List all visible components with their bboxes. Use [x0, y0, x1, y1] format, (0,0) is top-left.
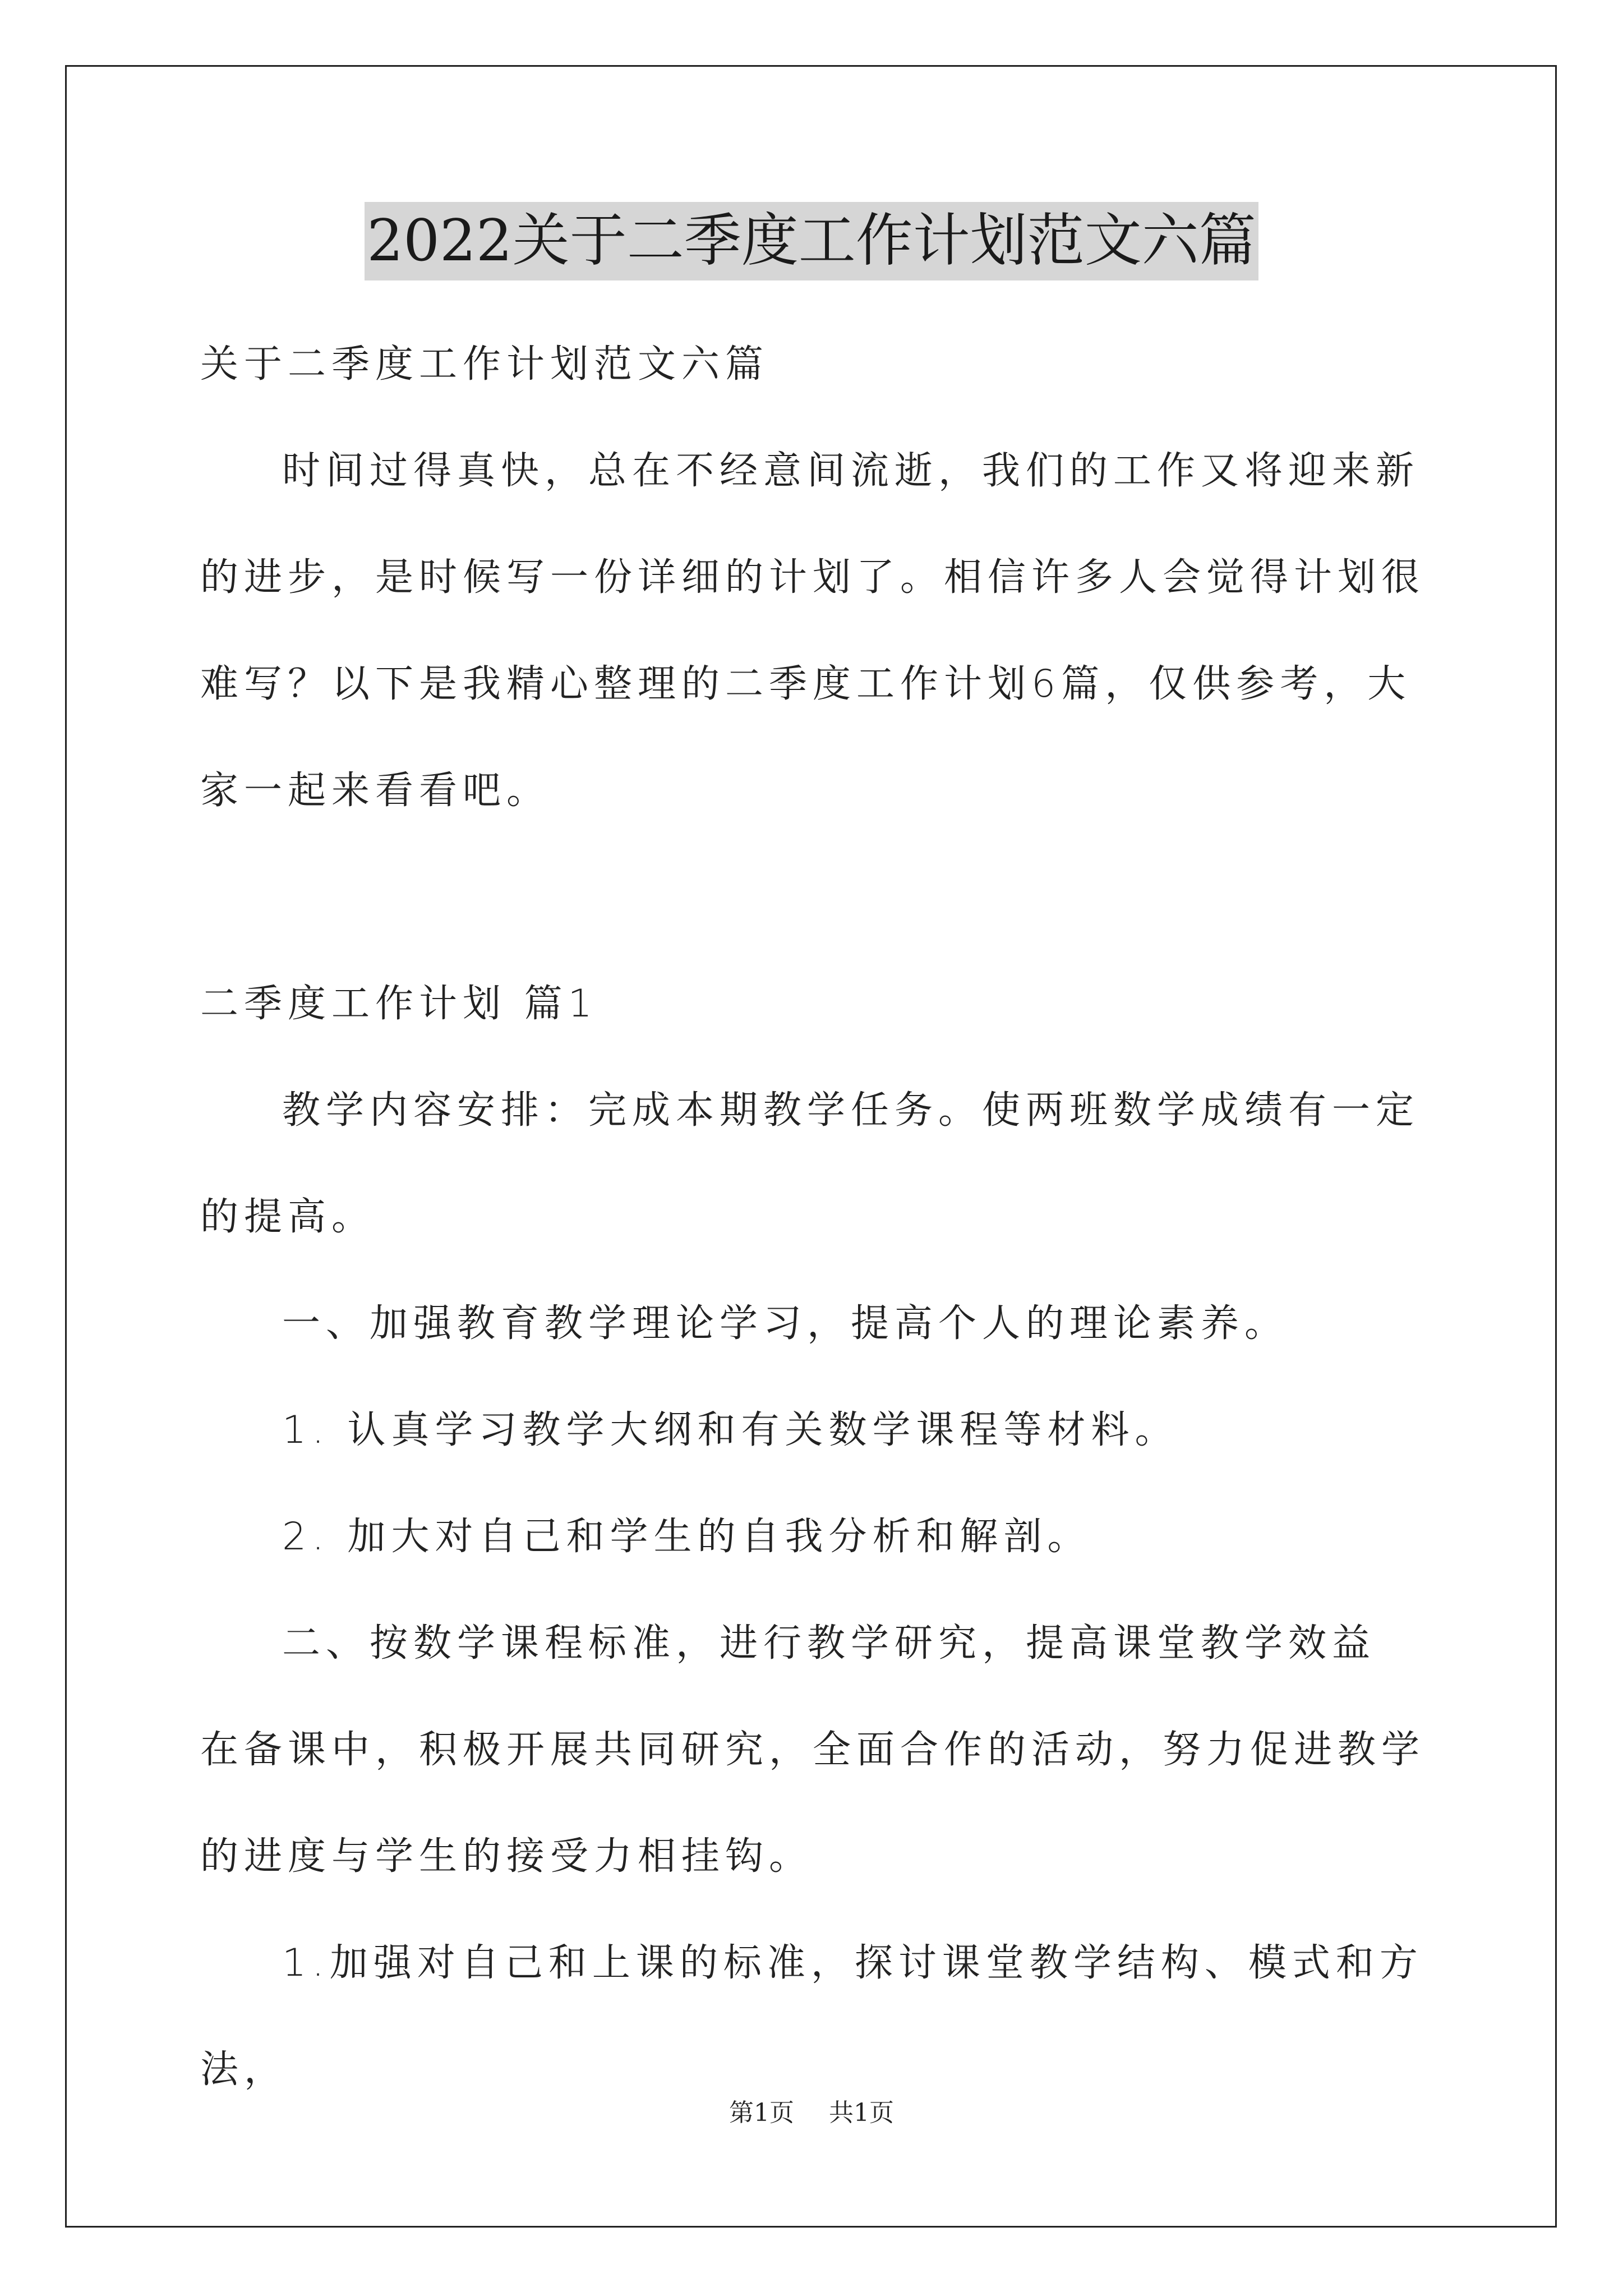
body-paragraph: 一、加强教育教学理论学习，提高个人的理论素养。 [282, 1301, 1289, 1346]
page-number: 第1页 [729, 2099, 794, 2127]
document-body [200, 311, 1434, 2123]
body-paragraph: 1.加强对自己和上课的标准，探讨课堂教学结构、模式和方法， [200, 1941, 1423, 2092]
body-paragraph: 关于二季度工作计划范文六篇 [200, 342, 769, 386]
body-paragraph: 二、按数学课程标准，进行教学研究，提高课堂教学效益 在备课中，积极开展共同研究，全面合作的活动，努力促进教学的进度与学生的接受力相挂钩。 [200, 1621, 1426, 1879]
title-container [0, 202, 1623, 280]
page-total: 共1页 [829, 2099, 894, 2127]
blank-line [200, 844, 1434, 951]
body-paragraph: 二季度工作计划 篇1 [200, 982, 598, 1026]
body-paragraph: 教学内容安排：完成本期教学任务。使两班数学成绩有一定的提高。 [200, 1088, 1420, 1239]
page-footer [0, 2092, 1623, 2128]
body-paragraph: 2. 加大对自己和学生的自我分析和解剖。 [282, 1515, 1091, 1559]
body-paragraph: 时间过得真快，总在不经意间流逝，我们的工作又将迎来新的进步，是时候写一份详细的计划了。相信许多人会觉得计划很难写？以下是我精心整理的二季度工作计划6篇，仅供参考，大家一起来看看吧。 [200, 449, 1426, 813]
document-title: 2022关于二季度工作计划范文六篇 [365, 202, 1258, 280]
body-paragraph: 1. 认真学习教学大纲和有关数学课程等材料。 [282, 1408, 1179, 1452]
